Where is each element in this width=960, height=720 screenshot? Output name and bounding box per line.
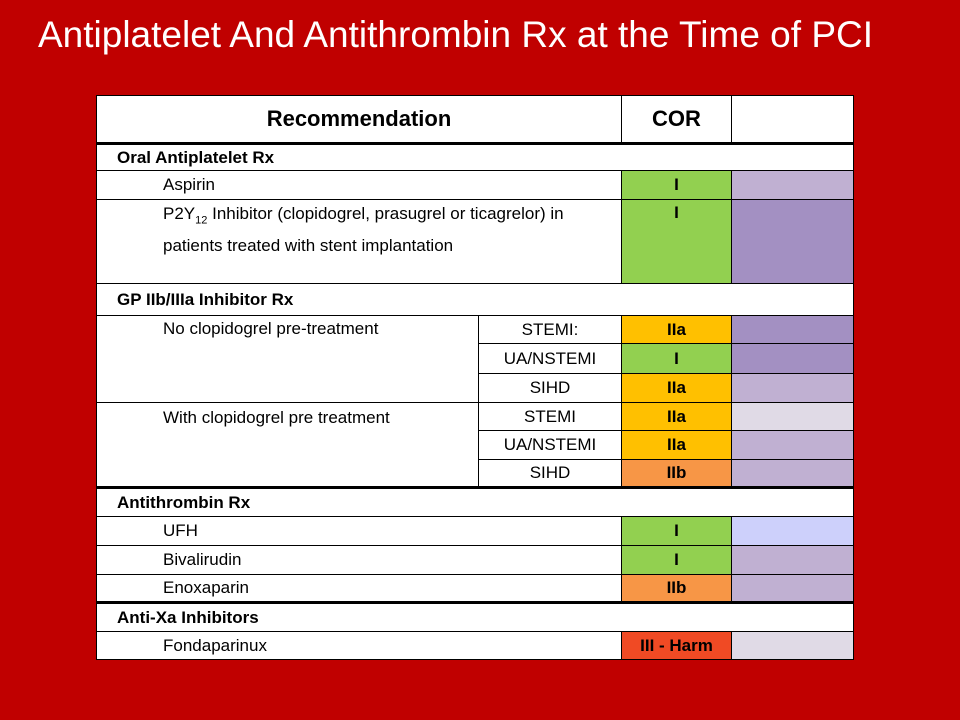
row-label-bivalirudin: Bivalirudin [97, 546, 622, 575]
cond-with-clop-stemi: STEMI [479, 403, 622, 431]
cor-no-clop-ua-nstemi: I [622, 344, 732, 374]
cond-with-clop-sihd: SIHD [479, 460, 622, 488]
table-row [97, 171, 854, 200]
cor-no-clop-sihd: IIa [622, 374, 732, 403]
table-row [97, 517, 854, 546]
section-anti-xa: Anti-Xa Inhibitors [97, 603, 854, 632]
cond-with-clop-ua-nstemi: UA/NSTEMI [479, 431, 622, 460]
cor-aspirin: I [622, 171, 732, 200]
cond-no-clop-sihd: SIHD [479, 374, 622, 403]
header-cor: COR [622, 96, 732, 144]
section-antithrombin: Antithrombin Rx [97, 488, 854, 517]
row-label-with-clopidogrel: With clopidogrel pre treatment [97, 403, 479, 488]
section-row [97, 488, 854, 517]
table-row [97, 546, 854, 575]
cond-no-clop-ua-nstemi: UA/NSTEMI [479, 344, 622, 374]
table-row [97, 403, 854, 431]
row-label-no-clopidogrel: No clopidogrel pre-treatment [97, 316, 479, 403]
section-gp-inhibitor: GP IIb/IIIa Inhibitor Rx [97, 284, 854, 316]
swatch-with-clop-stemi [732, 403, 854, 431]
row-label-ufh: UFH [97, 517, 622, 546]
cor-with-clop-stemi: IIa [622, 403, 732, 431]
cor-bivalirudin: I [622, 546, 732, 575]
swatch-with-clop-ua-nstemi [732, 431, 854, 460]
swatch-no-clop-stemi [732, 316, 854, 344]
cor-enoxaparin: IIb [622, 575, 732, 603]
header-recommendation: Recommendation [97, 96, 622, 144]
swatch-no-clop-sihd [732, 374, 854, 403]
header-blank [732, 96, 854, 144]
cor-with-clop-sihd: IIb [622, 460, 732, 488]
slide-title: Antiplatelet And Antithrombin Rx at the Time of PCI [38, 14, 873, 55]
section-oral-antiplatelet: Oral Antiplatelet Rx [97, 144, 854, 171]
cor-fondaparinux: III - Harm [622, 632, 732, 660]
row-label-p2y12 [97, 200, 622, 284]
cor-p2y12: I [622, 200, 732, 284]
cor-with-clop-ua-nstemi: IIa [622, 431, 732, 460]
swatch-p2y12 [732, 200, 854, 284]
swatch-no-clop-ua-nstemi [732, 344, 854, 374]
cor-no-clop-stemi: IIa [622, 316, 732, 344]
table-row [97, 575, 854, 603]
swatch-enoxaparin [732, 575, 854, 603]
table-row [97, 632, 854, 660]
section-row [97, 603, 854, 632]
swatch-aspirin [732, 171, 854, 200]
row-label-aspirin: Aspirin [97, 171, 622, 200]
swatch-ufh [732, 517, 854, 546]
table-row [97, 200, 854, 284]
section-row [97, 284, 854, 316]
recommendation-table [96, 95, 854, 660]
cond-no-clop-stemi: STEMI: [479, 316, 622, 344]
swatch-with-clop-sihd [732, 460, 854, 488]
section-row [97, 144, 854, 171]
swatch-fondaparinux [732, 632, 854, 660]
p2y12-label-prefix: P2Y [163, 204, 196, 223]
p2y12-label-subscript: 12 [195, 214, 208, 227]
p2y12-label-text: Inhibitor (clopidogrel, prasugrel or ticagrelor) in patients treated with stent implantation [163, 204, 564, 256]
swatch-bivalirudin [732, 546, 854, 575]
row-label-enoxaparin: Enoxaparin [97, 575, 622, 603]
table-header-row [97, 96, 854, 144]
table-row [97, 316, 854, 344]
cor-ufh: I [622, 517, 732, 546]
row-label-fondaparinux: Fondaparinux [97, 632, 622, 660]
